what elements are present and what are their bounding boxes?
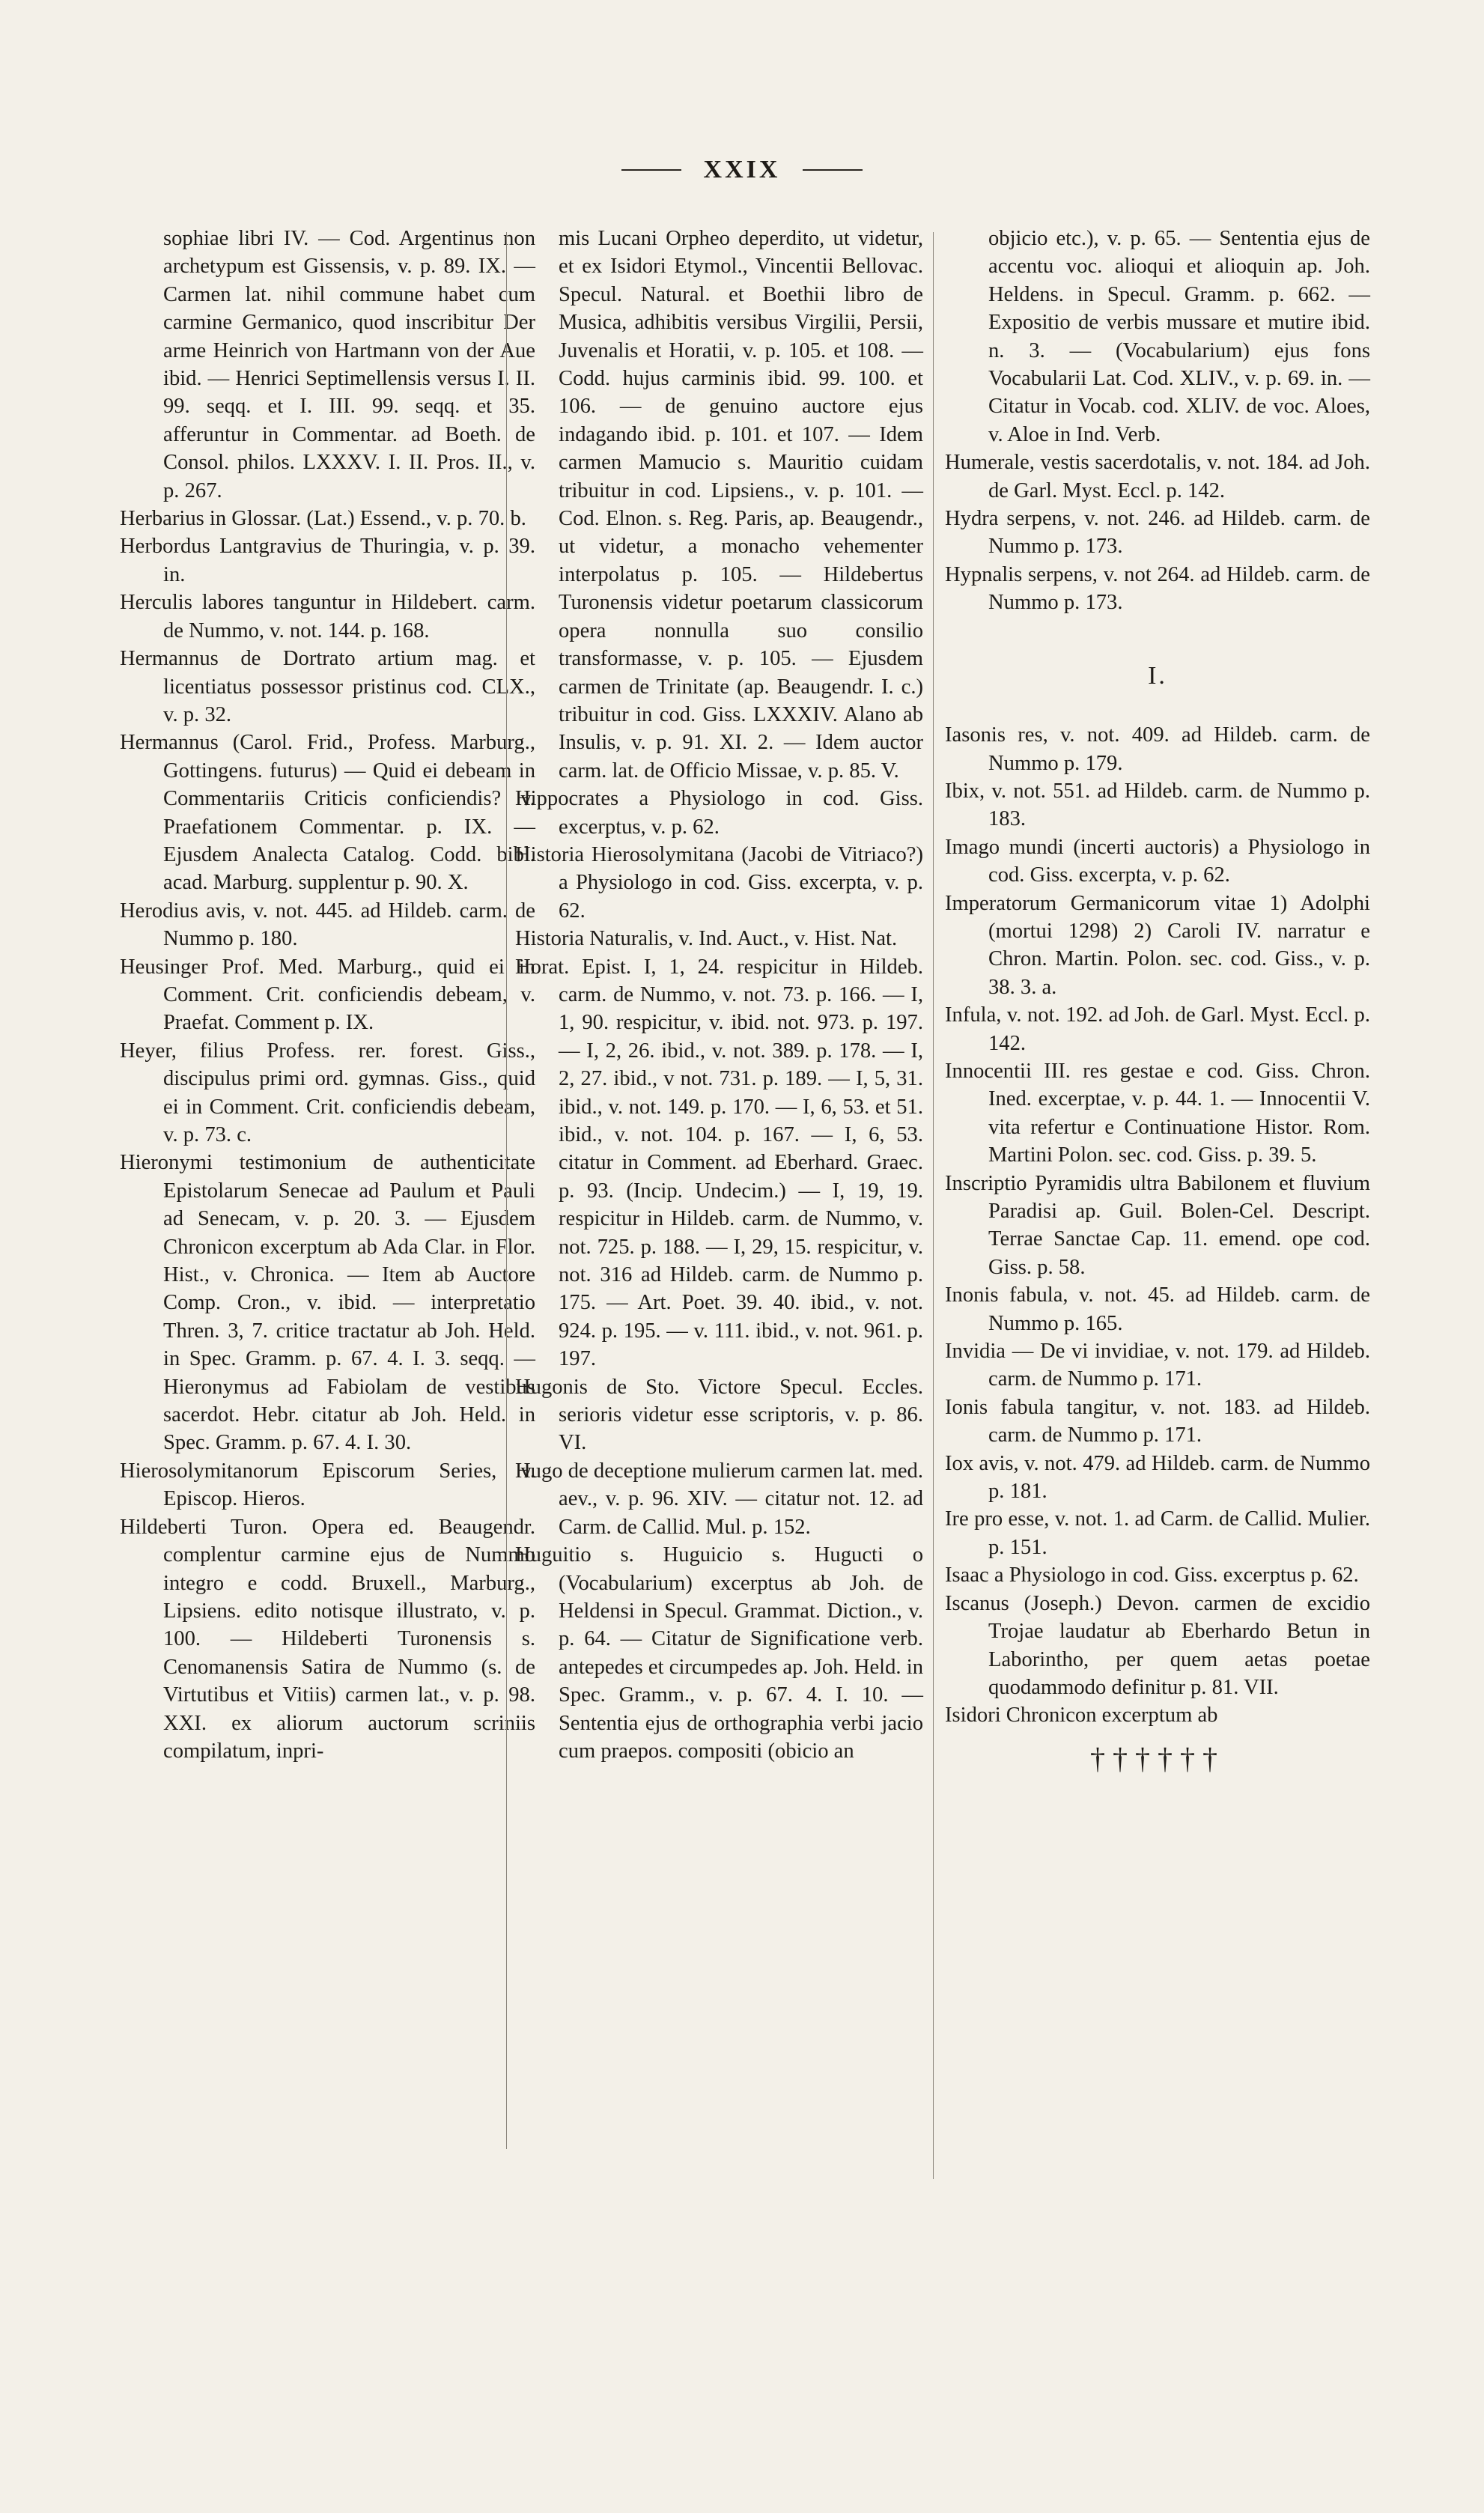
index-entry: Iox avis, v. not. 479. ad Hildeb. carm. de Nummo p. 181.: [945, 1451, 1370, 1504]
index-entry: Imperatorum Germanicorum vitae 1) Adolphi (mortui 1298) 2) Caroli IV. narratur e Chron. Martin. Polon. sec. cod. Giss., v. p. 38. 3. a.: [945, 891, 1370, 999]
index-entry-continued: sophiae libri IV. — Cod. Argentinus non archetypum est Gissensis, v. p. 89. IX. — Carmen lat. nihil commune habet cum carmine Germanico, quod inscribitur Der arme Heinrich von Hartmann von der Aue ibid. — Henrici Septimellensis versus I. II. 99. seqq. et I. III. 99. seqq. et 35. afferuntur in Commentar. ad Boeth. de Consol. philos. LXXXV. I. II. Pros. II., v. p. 267.: [163, 227, 535, 502]
index-entry: Isaac a Physiologo in cod. Giss. excerptus p. 62.: [945, 1564, 1359, 1587]
index-entry: Hugo de deceptione mulierum carmen lat. med. aev., v. p. 96. XIV. — citatur not. 12. ad Carm. de Callid. Mul. p. 152.: [515, 1459, 923, 1539]
index-entry: Horat. Epist. I, 1, 24. respicitur in Hildeb. carm. de Nummo, v. not. 73. p. 166. — I, 1, 90. respicitur, v. ibid. not. 973. p. 197. — I, 2, 26. ibid., v. not. 389. p. 178. — I, 2, 27. ibid., v not. 731. p. 189. — I, 5, 31. ibid., v. not. 149. p. 170. — I, 6, 53. et 51. ibid., v. not. 104. p. 167. — I, 6, 53. citatur in Comment. ad Eberhard. Graec. p. 93. (Incip. Undecim.) — I, 19, 19. respicitur in Hildeb. carm. de Nummo, v. not. 725. p. 188. — I, 29, 15. respicitur, v. not. 316 ad Hildeb. carm. de Nummo p. 175. — Art. Poet. 39. 40. ibid., v. not. 924. p. 195. — v. 111. ibid., v. not. 961. p. 197.: [515, 955, 923, 1371]
index-entry: Iscanus (Joseph.) Devon. carmen de excidio Trojae laudatur ab Eberhardo Betun in Laborintho, per quem aetas poetae quodammodo definitur p. 81. VII.: [945, 1591, 1370, 1699]
index-entry: Invidia — De vi invidiae, v. not. 179. ad Hildeb. carm. de Nummo p. 171.: [945, 1340, 1370, 1391]
index-entry: Humerale, vestis sacerdotalis, v. not. 184. ad Joh. de Garl. Myst. Eccl. p. 142.: [945, 451, 1370, 502]
column-divider-1: [506, 232, 507, 2149]
page-header: [0, 156, 1484, 184]
index-entry: Infula, v. not. 192. ad Joh. de Garl. Myst. Eccl. p. 142.: [945, 1003, 1370, 1055]
index-entry: Hermannus de Dortrato artium mag. et licentiatus possessor pristinus cod. CLX., v. p. 32.: [120, 647, 535, 726]
index-entry: Historia Naturalis, v. Ind. Auct., v. Hist. Nat.: [515, 927, 898, 951]
index-entry: Hugonis de Sto. Victore Specul. Eccles. serioris videtur esse scriptoris, v. p. 86. VI.: [515, 1375, 923, 1455]
index-entry: Ionis fabula tangitur, v. not. 183. ad Hildeb. carm. de Nummo p. 171.: [945, 1395, 1370, 1447]
index-column-3: [945, 225, 1370, 1802]
index-entry: Herculis labores tanguntur in Hildebert. carm. de Nummo, v. not. 144. p. 168.: [120, 591, 535, 642]
index-entry: Herbarius in Glossar. (Lat.) Essend., v. p. 70. b.: [120, 507, 526, 531]
column-divider-2: [933, 232, 934, 2179]
index-entry: Hydra serpens, v. not. 246. ad Hildeb. carm. de Nummo p. 173.: [945, 507, 1370, 559]
index-entry: Heusinger Prof. Med. Marburg., quid ei in Comment. Crit. conficiendis debeam, v. Praefat. Comment p. IX.: [120, 955, 535, 1035]
index-entry: Herodius avis, v. not. 445. ad Hildeb. carm. de Nummo p. 180.: [120, 899, 535, 951]
index-entry: Imago mundi (incerti auctoris) a Physiologo in cod. Giss. excerpta, v. p. 62.: [945, 835, 1370, 887]
index-entry: Ire pro esse, v. not. 1. ad Carm. de Callid. Mulier. p. 151.: [945, 1507, 1370, 1559]
page-number: XXIX: [703, 156, 781, 183]
index-entry: Iasonis res, v. not. 409. ad Hildeb. carm. de Nummo p. 179.: [945, 723, 1370, 775]
header-rule-right: [803, 169, 863, 171]
index-entry-continued: objicio etc.), v. p. 65. — Sententia ejus de accentu voc. alioqui et alioquin ap. Joh. Heldens. in Specul. Gramm. p. 662. — Expositio de verbis mussare et mutire ibid. n. 3. — (Vocabularium) ejus fons Vocabularii Lat. Cod. XLIV., v. p. 69. in. — Citatur in Vocab. cod. XLIV. de voc. Aloes, v. Aloe in Ind. Verb.: [988, 227, 1370, 446]
index-entry: Hierosolymitanorum Episcorum Series, v. Episcop. Hieros.: [120, 1459, 535, 1511]
end-ornament: ††††††: [1090, 1741, 1225, 1775]
index-entry: Huguitio s. Huguicio s. Hugucti o (Vocabularium) excerptus ab Joh. de Heldensi in Specul. Grammat. Diction., v. p. 64. — Citatur de Significatione verb. antepedes et circumpedes ap. Joh. Held. in Spec. Gramm., v. p. 67. 4. I. 10. — Sententia ejus de orthographia verbi jacio cum praepos. compositi (obicio an: [515, 1543, 923, 1763]
index-entry-continued: mis Lucani Orpheo deperdito, ut videtur, et ex Isidori Etymol., Vincentii Bellovac. Specul. Natural. et Boethii libro de Musica, adhibitis versibus Virgilii, Persii, Juvenalis et Horatii, v. p. 105. et 108. — Codd. hujus carminis ibid. 99. 100. et 106. — de genuino auctore ejus indagando ibid. p. 101. et 107. — Idem carmen Mamucio s. Mauritio cuidam tribuitur in cod. Lipsiens., v. p. 101. — Cod. Elnon. s. Reg. Paris, ap. Beaugendr., ut videtur, a monacho vehementer interpolatus p. 105. — Hildebertus Turonensis videtur poetarum classicorum opera nonnulla suo consilio transformasse, v. p. 105. — Ejusdem carmen de Trinitate (ap. Beaugendr. I. c.) tribuitur in cod. Giss. LXXXIV. Alano ab Insulis, v. p. 91. XI. 2. — Idem auctor carm. lat. de Officio Missae, v. p. 85. V.: [559, 227, 923, 783]
index-column-2: [515, 225, 923, 1765]
index-entry: Inscriptio Pyramidis ultra Babilonem et fluvium Paradisi ap. Guil. Bolen-Cel. Descript. Terrae Sanctae Cap. 11. emend. ope cod. Giss. p. 58.: [945, 1171, 1370, 1279]
index-entry: Hippocrates a Physiologo in cod. Giss. excerptus, v. p. 62.: [515, 787, 923, 839]
header-rule-left: [621, 169, 681, 171]
section-heading: I.: [1148, 661, 1167, 690]
index-entry: Ibix, v. not. 551. ad Hildeb. carm. de Nummo p. 183.: [945, 779, 1370, 831]
index-entry: Isidori Chronicon excerptum ab: [945, 1704, 1218, 1728]
index-entry: Hermannus (Carol. Frid., Profess. Marburg., Gottingens. futurus) — Quid ei debeam in Commentariis Criticis conficiendis? v. Praefationem Commentar. p. IX. — Ejusdem Analecta Catalog. Codd. bibl. acad. Marburg. supplentur p. 90. X.: [120, 731, 535, 895]
index-entry: Hypnalis serpens, v. not 264. ad Hildeb. carm. de Nummo p. 173.: [945, 562, 1370, 615]
index-entry: Hildeberti Turon. Opera ed. Beaugendr. complentur carmine ejus de Nummo integro e codd. Bruxell., Marburg., Lipsiens. edito notisque illustrato, v. p. 100. — Hildeberti Turonensis s. Cenomanensis Satira de Nummo (s. de Virtutibus et Vitiis) carmen lat., v. p. 98. XXI. ex aliorum auctorum scriniis compilatum, inpri-: [120, 1515, 535, 1763]
index-column-1: [120, 225, 535, 1765]
index-entry: Historia Hierosolymitana (Jacobi de Vitriaco?) a Physiologo in cod. Giss. excerpta, v. p. 62.: [515, 842, 923, 923]
index-entry: Inonis fabula, v. not. 45. ad Hildeb. carm. de Nummo p. 165.: [945, 1283, 1370, 1335]
index-entry: Innocentii III. res gestae e cod. Giss. Chron. Ined. excerptae, v. p. 44. 1. — Innocentii V. vita refertur e Continuatione Histor. Rom. Martini Polon. sec. cod. Giss. p. 39. 5.: [945, 1059, 1370, 1167]
index-entry: Heyer, filius Profess. rer. forest. Giss., discipulus primi ord. gymnas. Giss., quid ei in Comment. Crit. conficiendis debeam, v. p. 73. c.: [120, 1039, 535, 1146]
index-entry: Herbordus Lantgravius de Thuringia, v. p. 39. in.: [120, 535, 535, 586]
index-entry: Hieronymi testimonium de authenticitate Epistolarum Senecae ad Paulum et Pauli ad Senecam, v. p. 20. 3. — Ejusdem Chronicon excerptum ab Ada Clar. in Flor. Hist., v. Chronica. — Item ab Auctore Comp. Cron., v. ibid. — interpretatio Thren. 3, 7. critice tractatur ab Joh. Held. in Spec. Gramm. p. 67. 4. I. 3. seqq. — Hieronymus ad Fabiolam de vestibus sacerdot. Hebr. citatur ab Joh. Held. in Spec. Gramm. p. 67. 4. I. 30.: [120, 1151, 535, 1455]
